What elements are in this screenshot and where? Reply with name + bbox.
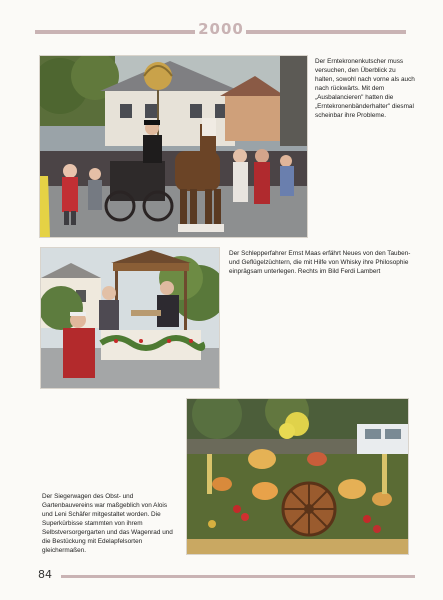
photo-tractor-float [40,247,220,389]
year-heading: 2000 [198,20,244,38]
header-rule-right [246,30,406,34]
caption-tractor-float: Der Schlepperfahrer Ernst Maas erfährt Neues von den Tauben- und Geflügelzüchtern, die mit Hilfe von Whisky ihre Philosophie einprägsam unterlegen. Rechts im Bild Ferdi Lambert [229,250,411,275]
page-number: 84 [38,568,52,581]
carriage-photo-image [40,56,307,237]
caption-harvest-float: Der Siegerwagen des Obst- und Gartenbauvereins war maßgeblich von Alois und Leni Schäfer mitgestaltet worden. Die Superkürbisse stammten von ihrem Selbstversorgergarten und das Wagenrad und die Bestückung mit Edelapfelsorten gleichermaßen. [42,493,173,554]
tractor-float-photo-image [41,248,219,388]
footer-rule [61,575,415,578]
photo-carriage-parade [39,55,308,238]
header-rule-left [35,30,195,34]
harvest-float-photo-image [187,399,408,554]
caption-carriage: Der Erntekronenkutscher muss versuchen, den Überblick zu halten, sowohl nach vorne als auch nach rückwärts. Mit dem „Ausbalancieren" hatten die „Erntekronenbänderhalter" diesmal scheinbar ihre Probleme. [315,58,415,119]
photo-harvest-float [186,398,409,555]
